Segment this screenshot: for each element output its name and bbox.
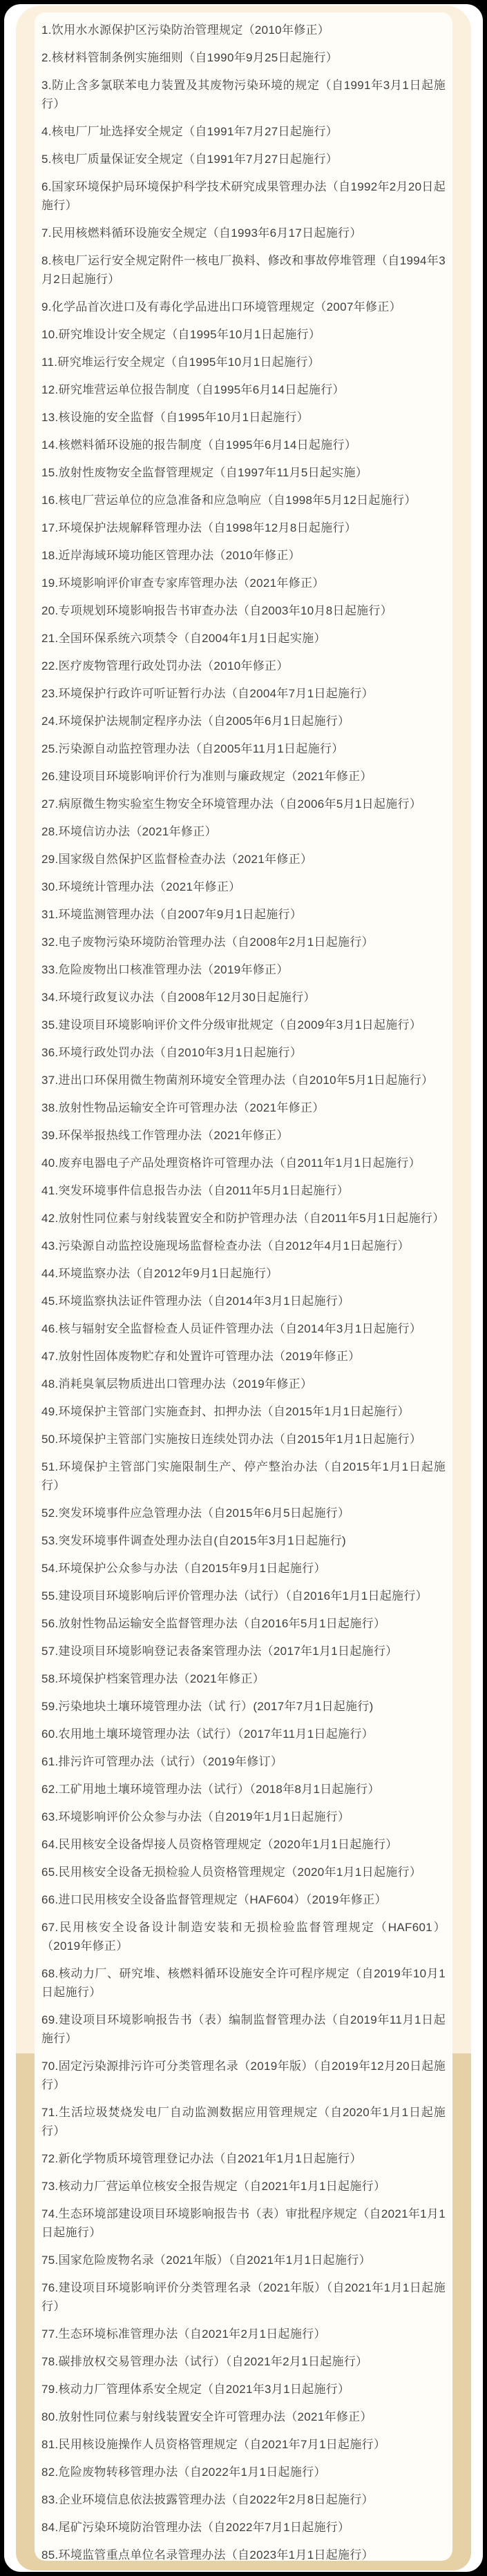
list-item: 38.放射性物品运输安全许可管理办法（2021年修正）: [41, 1101, 325, 1114]
list-item: 43.污染源自动监控设施现场监督检查办法（自2012年4月1日起施行）: [41, 1239, 410, 1252]
list-item: 53.突发环境事件调查处理办法自(自2015年3月1日起施行): [41, 1534, 346, 1547]
list-item: 10.研究堆设计安全规定（自1995年10月1日起施行）: [41, 328, 321, 341]
list-item: 33.危险废物出口核准管理办法（2019年修正）: [41, 963, 289, 976]
list-item: 14.核燃料循环设施的报告制度（自1995年6月14日起施行）: [41, 438, 357, 452]
list-item: 48.消耗臭氧层物质进出口管理办法（2019年修正）: [41, 1377, 313, 1391]
list-item: 26.建设项目环境影响评价行为准则与廉政规定（2021年修正）: [41, 770, 372, 783]
list-item: 9.化学品首次进口及有毒化学品进出口环境管理规定（2007年修正）: [41, 300, 401, 313]
list-item: 16.核电厂营运单位的应急准备和应急响应（自1998年5月12日起施行）: [41, 494, 417, 507]
regulation-list: [41, 21, 446, 2561]
list-item: 80.放射性同位素与射线装置安全许可管理办法（2021年修正）: [41, 2410, 372, 2423]
list-item: 8.核电厂运行安全规定附件一核电厂换料、修改和事故停堆管理（自1994年3月2日起施行）: [41, 254, 446, 286]
list-item: 54.环境保护公众参与办法（自2015年9月1日起施行）: [41, 1562, 326, 1575]
list-item: 52.突发环境事件应急管理办法（自2015年6月5日起施行）: [41, 1507, 350, 1520]
list-item: 5.核电厂质量保证安全规定（自1991年7月27日起施行）: [41, 153, 338, 166]
list-item: 73.核动力厂营运单位核安全报告规定（自2021年1月1日起施行）: [41, 2180, 386, 2193]
list-item: 62.工矿用地土壤环境管理办法（试行）（2018年8月1日起施行）: [41, 1783, 380, 1796]
list-item: 41.突发环境事件信息报告办法（自2011年5月1日起施行）: [41, 1184, 350, 1197]
list-item: 58.环境保护档案管理办法（2021年修正）: [41, 1672, 265, 1685]
list-item: 21.全国环保系统六项禁令（自2004年1月1日起实施）: [41, 632, 326, 645]
list-item: 47.放射性固体废物贮存和处置许可管理办法（2019年修正）: [41, 1350, 361, 1363]
list-item: 29.国家级自然保护区监督检查办法（2021年修正）: [41, 853, 313, 866]
list-item: 34.环境行政复议办法（自2008年12月30日起施行）: [41, 991, 316, 1004]
list-item: 55.建设项目环境影响后评价管理办法（试行）（自2016年1月1日起施行）: [41, 1589, 428, 1602]
list-item: 50.环境保护主管部门实施按日连续处罚办法（自2015年1月1日起施行）: [41, 1433, 422, 1446]
content-card: [35, 12, 452, 2561]
list-item: 19.环境影响评价审查专家库管理办法（2021年修正）: [41, 577, 325, 590]
list-item: 28.环境信访办法（2021年修正）: [41, 825, 217, 838]
list-item: 37.进出口环保用微生物菌剂环境安全管理办法（自2010年5月1日起施行）: [41, 1074, 434, 1087]
list-item: 69.建设项目环境影响报告书（表）编制监督管理办法（自2019年11月1日起施行）: [41, 2013, 446, 2045]
list-item: 83.企业环境信息依法披露管理办法（自2022年2月8日起施行）: [41, 2493, 374, 2506]
list-item: 61.排污许可管理办法（试行）（2019年修订）: [41, 1755, 283, 1768]
list-item: 75.国家危险废物名录（2021年版）（自2021年1月1日起施行）: [41, 2254, 371, 2267]
list-item: 15.放射性废物安全监督管理规定（自1997年11月5日起实施）: [41, 466, 368, 479]
list-item: 17.环境保护法规解释管理办法（自1998年12月8日起施行）: [41, 521, 357, 534]
list-item: 31.环境监测管理办法（自2007年9月1日起施行）: [41, 908, 303, 921]
list-item: 72.新化学物质环境管理登记办法（自2021年1月1日起施行）: [41, 2152, 362, 2165]
list-item: 40.废弃电器电子产品处理资格许可管理办法（自2011年1月1日起施行）: [41, 1156, 421, 1170]
article-panel: [16, 6, 471, 2570]
list-item: 68.核动力厂、研究堆、核燃料循环设施安全许可程序规定（自2019年10月1日起施行）: [41, 1967, 446, 1999]
list-item: 74.生态环境部建设项目环境影响报告书（表）审批程序规定（自2021年1月1日起施行）: [41, 2207, 446, 2239]
list-item: 45.环境监察执法证件管理办法（自2014年3月1日起施行）: [41, 1295, 350, 1308]
list-item: 42.放射性同位素与射线装置安全和防护管理办法（自2011年5月1日起施行）: [41, 1212, 445, 1225]
list-item: 66.进口民用核安全设备监督管理规定（HAF604）（2019年修正）: [41, 1893, 387, 1906]
list-item: 20.专项规划环境影响报告书审查办法（自2003年10月8日起施行）: [41, 604, 393, 617]
list-item: 11.研究堆运行安全规定（自1995年10月1日起施行）: [41, 356, 320, 369]
list-item: 63.环境影响评价公众参与办法（自2019年1月1日起施行）: [41, 1810, 350, 1823]
list-item: 4.核电厂厂址选择安全规定（自1991年7月27日起施行）: [41, 125, 338, 138]
list-item: 49.环境保护主管部门实施查封、扣押办法（自2015年1月1日起施行）: [41, 1405, 410, 1418]
list-item: 27.病原微生物实验室生物安全环境管理办法（自2006年5月1日起施行）: [41, 797, 422, 811]
list-item: 1.饮用水水源保护区污染防治管理规定（2010年修正）: [41, 23, 330, 37]
list-item: 81.民用核设施操作人员资格管理规定（自2021年7月1日起施行）: [41, 2438, 386, 2451]
list-item: 22.医疗废物管理行政处罚办法（2010年修正）: [41, 659, 289, 672]
list-item: 84.尾矿污染环境防治管理办法（自2022年7月1日起施行）: [41, 2521, 350, 2534]
list-item: 24.环境保护法规制定程序办法（自2005年6月1日起施行）: [41, 715, 350, 728]
list-item: 32.电子废物污染环境防治管理办法（自2008年2月1日起施行）: [41, 936, 374, 949]
list-item: 60.农用地土壤环境管理办法（试行）（2017年11月1日起施行）: [41, 1727, 374, 1741]
list-item: 7.民用核燃料循环设施安全规定（自1993年6月17日起施行）: [41, 226, 362, 240]
list-item: 76.建设项目环境影响评价分类管理名录（2021年版）（自2021年1月1日起施行）: [41, 2281, 446, 2313]
list-item: 46.核与辐射安全监督检查人员证件管理办法（自2014年3月1日起施行）: [41, 1322, 422, 1335]
list-item: 36.环境行政处罚办法（自2010年3月1日起施行）: [41, 1046, 303, 1059]
list-item: 2.核材料管制条例实施细则（自1990年9月25日起施行）: [41, 51, 338, 64]
list-item: 85.环境监管重点单位名录管理办法（自2023年1月1日起施行）: [41, 2548, 374, 2561]
list-item: 57.建设项目环境影响登记表备案管理办法（2017年1月1日起施行）: [41, 1645, 398, 1658]
list-item: 25.污染源自动监控管理办法（自2005年11月1日起施行）: [41, 742, 344, 755]
list-item: 82.危险废物转移管理办法（自2022年1月1日起施行）: [41, 2466, 326, 2479]
list-item: 30.环境统计管理办法（2021年修正）: [41, 880, 241, 893]
list-item: 79.核动力厂管理体系安全规定（自2021年3月1日起施行）: [41, 2383, 350, 2396]
list-item: 70.固定污染源排污许可分类管理名录（2019年版）（自2019年12月20日起施行）: [41, 2060, 446, 2091]
list-item: 51.环境保护主管部门实施限制生产、停产整治办法（自2015年1月1日起施行）: [41, 1460, 446, 1492]
list-item: 78.碳排放权交易管理办法（试行）（自2021年2月1日起施行）: [41, 2355, 368, 2368]
list-item: 67.民用核安全设备设计制造安装和无损检验监督管理规定（HAF601）（2019年修正）: [41, 1921, 446, 1953]
list-item: 23.环境保护行政许可听证暂行办法（自2004年7月1日起施行）: [41, 687, 374, 700]
list-item: 65.民用核安全设备无损检验人员资格管理规定（2020年1月1日起施行）: [41, 1866, 422, 1879]
list-item: 44.环境监察办法（自2012年9月1日起施行）: [41, 1267, 278, 1280]
list-item: 39.环保举报热线工作管理办法（2021年修正）: [41, 1129, 289, 1142]
list-item: 56.放射性物品运输安全监督管理办法（自2016年5月1日起施行）: [41, 1617, 386, 1630]
list-item: 35.建设项目环境影响评价文件分级审批规定（自2009年3月1日起施行）: [41, 1018, 422, 1032]
list-item: 18.近岸海域环境功能区管理办法（2010年修正）: [41, 549, 300, 562]
list-item: 12.研究堆营运单位报告制度（自1995年6月14日起施行）: [41, 383, 345, 396]
list-item: 59.污染地块土壤环境管理办法（试 行）(2017年7月1日起施行): [41, 1700, 374, 1713]
list-item: 64.民用核安全设备焊接人员资格管理规定（2020年1月1日起施行）: [41, 1838, 398, 1851]
list-item: 13.核设施的安全监督（自1995年10月1日起施行）: [41, 411, 309, 424]
list-item: 71.生活垃圾焚烧发电厂自动监测数据应用管理规定（自2020年1月1日起施行）: [41, 2106, 446, 2138]
list-item: 3.防止含多氯联苯电力装置及其废物污染环境的规定（自1991年3月1日起施行）: [41, 79, 446, 110]
list-item: 6.国家环境保护局环境保护科学技术研究成果管理办法（自1992年2月20日起施行）: [41, 180, 446, 212]
list-item: 77.生态环境标准管理办法（自2021年2月1日起施行）: [41, 2327, 326, 2341]
